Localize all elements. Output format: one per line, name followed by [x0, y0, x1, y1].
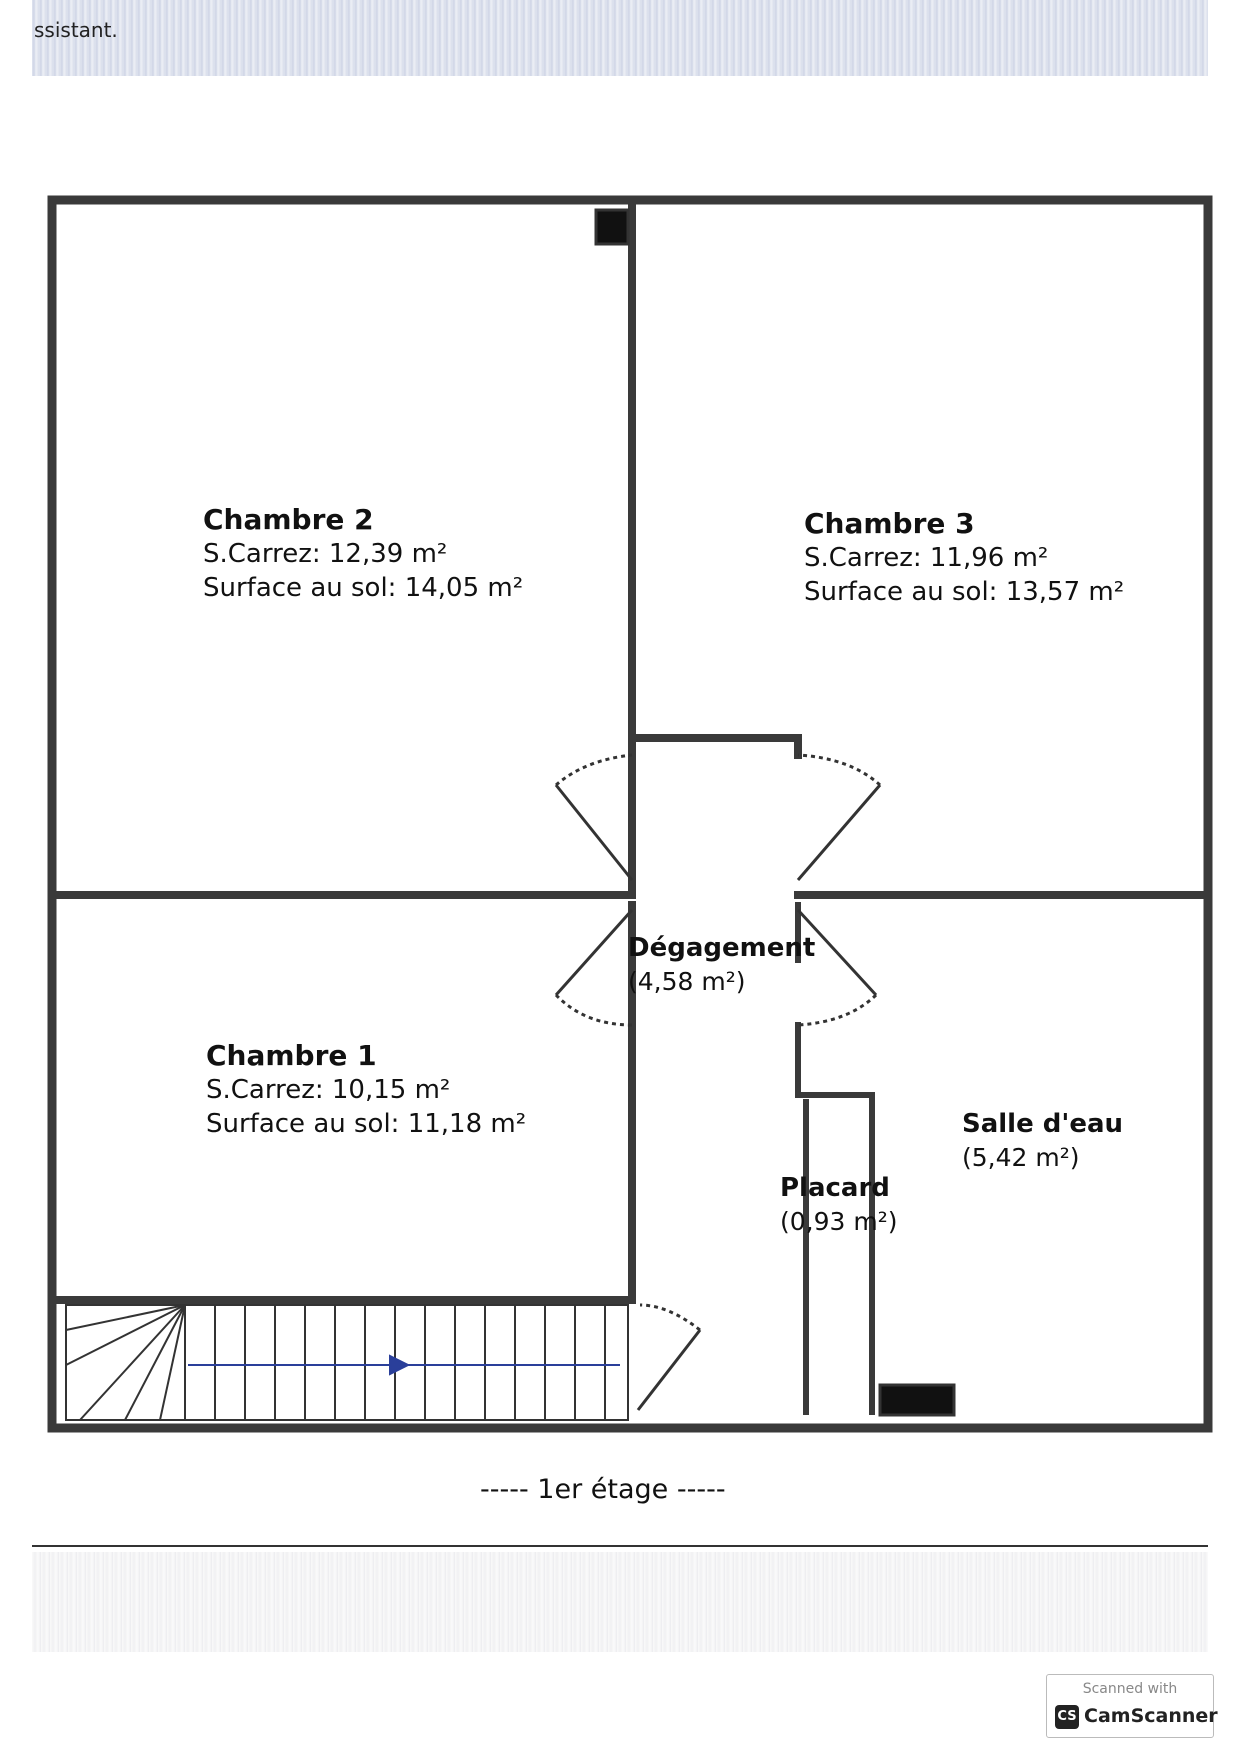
door-swing-chambre1 — [556, 995, 632, 1025]
door-chambre2 — [556, 785, 632, 880]
room-area: (0,93 m²) — [780, 1206, 898, 1236]
door-swing-landing — [640, 1305, 700, 1330]
room-area: (4,58 m²) — [628, 966, 746, 996]
wall-degagement-top — [632, 738, 798, 755]
door-swing-chambre2 — [556, 755, 632, 785]
door-landing — [638, 1330, 700, 1410]
divider-line — [32, 1545, 1208, 1547]
room-carrez: S.Carrez: 10,15 m² — [206, 1075, 451, 1106]
walls — [52, 200, 1208, 1428]
room-sol: Surface au sol: 13,57 m² — [804, 577, 1125, 608]
room-label-chambre1 — [206, 1038, 526, 1142]
badge-caption: Scanned with — [1082, 1681, 1178, 1697]
room-carrez: S.Carrez: 12,39 m² — [203, 539, 448, 570]
door-chambre1 — [556, 910, 632, 995]
door-swing-salle — [798, 995, 876, 1025]
stair-winders — [66, 1305, 185, 1420]
room-title: Salle d'eau — [962, 1109, 1124, 1139]
camscanner-logo-icon: CS — [1055, 1705, 1079, 1729]
room-title: Chambre 1 — [206, 1039, 377, 1072]
room-sol: Surface au sol: 14,05 m² — [203, 573, 524, 604]
room-label-placard — [780, 1172, 898, 1238]
room-label-chambre2 — [203, 502, 523, 606]
room-area: (5,42 m²) — [962, 1142, 1080, 1172]
floor-label: ----- 1er étage ----- — [480, 1474, 726, 1505]
room-label-salle-eau — [962, 1108, 1123, 1174]
badge-name: CamScanner — [1084, 1705, 1218, 1727]
room-sol: Surface au sol: 11,18 m² — [206, 1109, 527, 1140]
room-label-degagement — [628, 932, 815, 998]
radiator-salle — [880, 1385, 954, 1415]
staircase — [66, 1305, 628, 1420]
room-title: Chambre 3 — [804, 507, 975, 540]
room-title: Chambre 2 — [203, 503, 374, 536]
header-text: ssistant. — [34, 18, 118, 42]
room-title: Dégagement — [628, 933, 816, 963]
room-carrez: S.Carrez: 11,96 m² — [804, 543, 1049, 574]
room-label-chambre3 — [804, 506, 1124, 610]
chimney-flue — [596, 210, 628, 244]
camscanner-badge — [1046, 1674, 1218, 1738]
room-title: Placard — [780, 1173, 890, 1203]
stair-arrow-head — [390, 1356, 408, 1374]
door-swing-chambre3 — [798, 755, 880, 785]
door-chambre3 — [798, 785, 880, 880]
